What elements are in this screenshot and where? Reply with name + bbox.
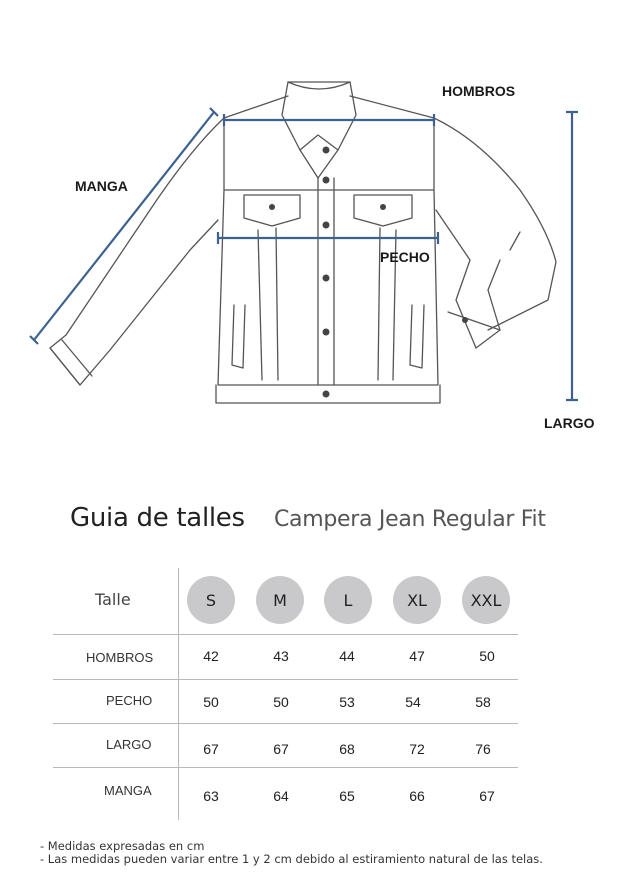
size-badge-m: M <box>256 576 304 624</box>
table-divider <box>53 679 518 680</box>
table-cell: 43 <box>273 648 289 664</box>
table-divider <box>53 723 518 724</box>
row-label-manga: MANGA <box>104 783 152 798</box>
size-badge-s: S <box>187 576 235 624</box>
size-badge-xxl: XXL <box>462 576 510 624</box>
table-cell: 67 <box>273 741 289 757</box>
table-cell: 44 <box>339 648 355 664</box>
table-cell: 72 <box>409 741 425 757</box>
table-cell: 65 <box>339 788 355 804</box>
table-divider <box>53 767 518 768</box>
table-cell: 50 <box>479 648 495 664</box>
table-cell: 53 <box>339 694 355 710</box>
row-label-hombros: HOMBROS <box>86 650 154 665</box>
table-cell: 58 <box>475 694 491 710</box>
row-label-pecho: PECHO <box>106 693 153 708</box>
table-cell: 67 <box>479 788 495 804</box>
label-manga: MANGA <box>75 178 128 194</box>
table-cell: 50 <box>273 694 289 710</box>
table-cell: 66 <box>409 788 425 804</box>
table-cell: 54 <box>405 694 421 710</box>
guide-title: Guia de talles <box>70 503 245 533</box>
table-cell: 68 <box>339 741 355 757</box>
footnote-variation: - Las medidas pueden variar entre 1 y 2 cm debido al estiramiento natural de las telas. <box>40 852 543 866</box>
size-badge-xl: XL <box>393 576 441 624</box>
table-cell: 76 <box>475 741 491 757</box>
label-hombros: HOMBROS <box>442 83 516 99</box>
table-vertical-divider <box>178 568 179 820</box>
table-cell: 42 <box>203 648 219 664</box>
footnote-units: - Medidas expresadas en cm <box>40 839 205 853</box>
label-pecho: PECHO <box>380 249 430 265</box>
label-largo: LARGO <box>544 415 595 431</box>
table-cell: 47 <box>409 648 425 664</box>
table-cell: 64 <box>273 788 289 804</box>
talle-header: Talle <box>95 590 131 609</box>
size-badge-l: L <box>324 576 372 624</box>
table-divider <box>53 634 518 635</box>
table-cell: 50 <box>203 694 219 710</box>
guide-subtitle: Campera Jean Regular Fit <box>274 507 546 532</box>
table-cell: 67 <box>203 741 219 757</box>
row-label-largo: LARGO <box>106 737 152 752</box>
table-cell: 63 <box>203 788 219 804</box>
